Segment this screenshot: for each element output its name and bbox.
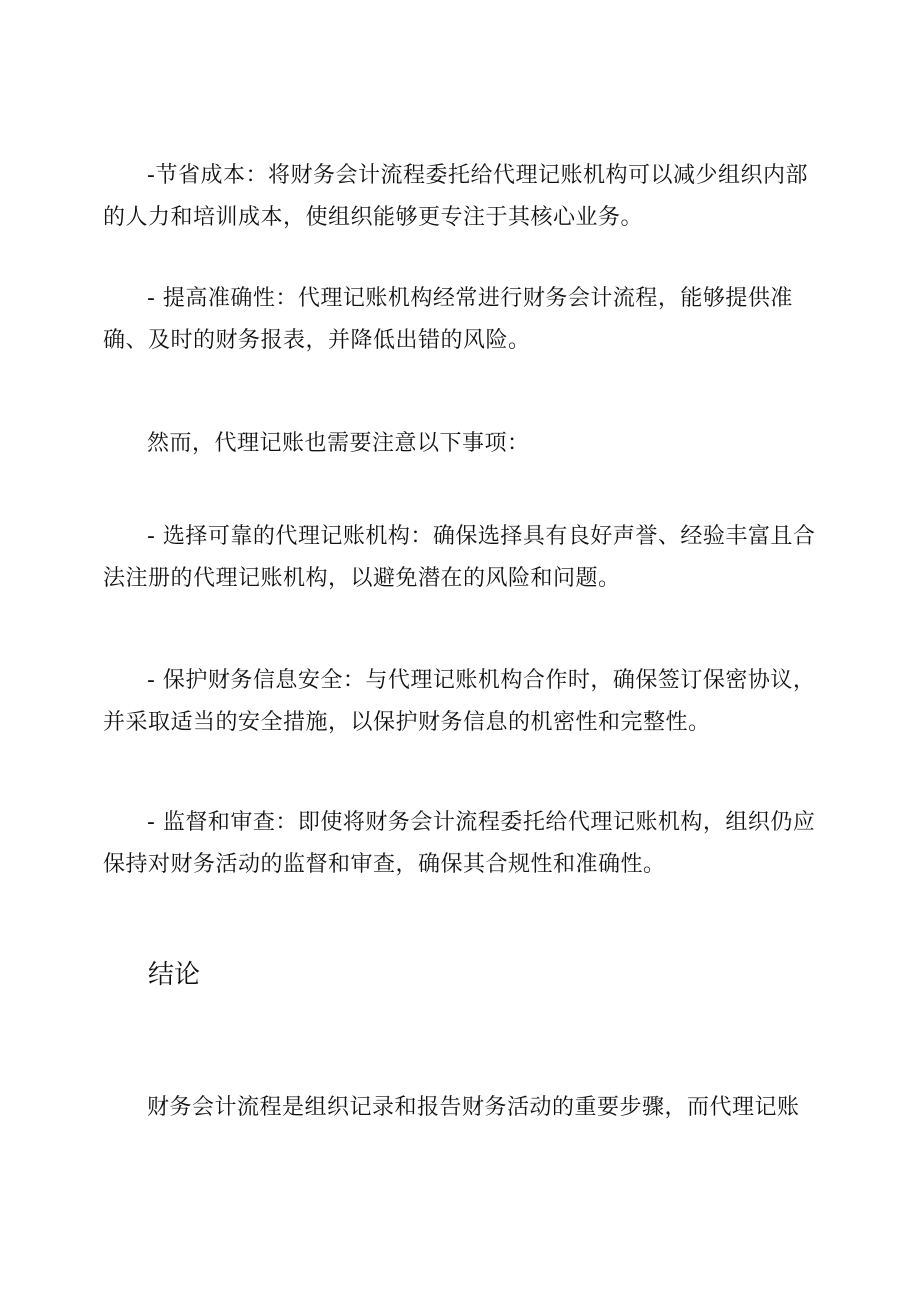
paragraph-however: 然而，代理记账也需要注意以下事项： [147,431,530,456]
conclusion-heading: 结论 [148,960,201,990]
paragraph-protect-info: - 保护财务信息安全：与代理记账机构合作时，确保签订保密协议，并采取适当的安全措施，以保护财务信息的机密性和完整性。 [103,668,816,735]
paragraph-choose-reliable: - 选择可靠的代理记账机构：确保选择具有良好声誉、经验丰富且合法注册的代理记账机构，以避免潜在的风险和问题。 [103,524,816,591]
paragraph-conclusion: 财务会计流程是组织记录和报告财务活动的重要步骤，而代理记账 [147,1095,800,1120]
paragraph-supervision: - 监督和审查：即使将财务会计流程委托给代理记账机构，组织仍应保持对财务活动的监督和审查，确保其合规性和准确性。 [103,810,816,877]
paragraph-cost-saving: -节省成本：将财务会计流程委托给代理记账机构可以减少组织内部的人力和培训成本，使组织能够更专注于其核心业务。 [103,163,808,230]
paragraph-accuracy: - 提高准确性：代理记账机构经常进行财务会计流程，能够提供准确、及时的财务报表，并降低出错的风险。 [103,286,793,353]
